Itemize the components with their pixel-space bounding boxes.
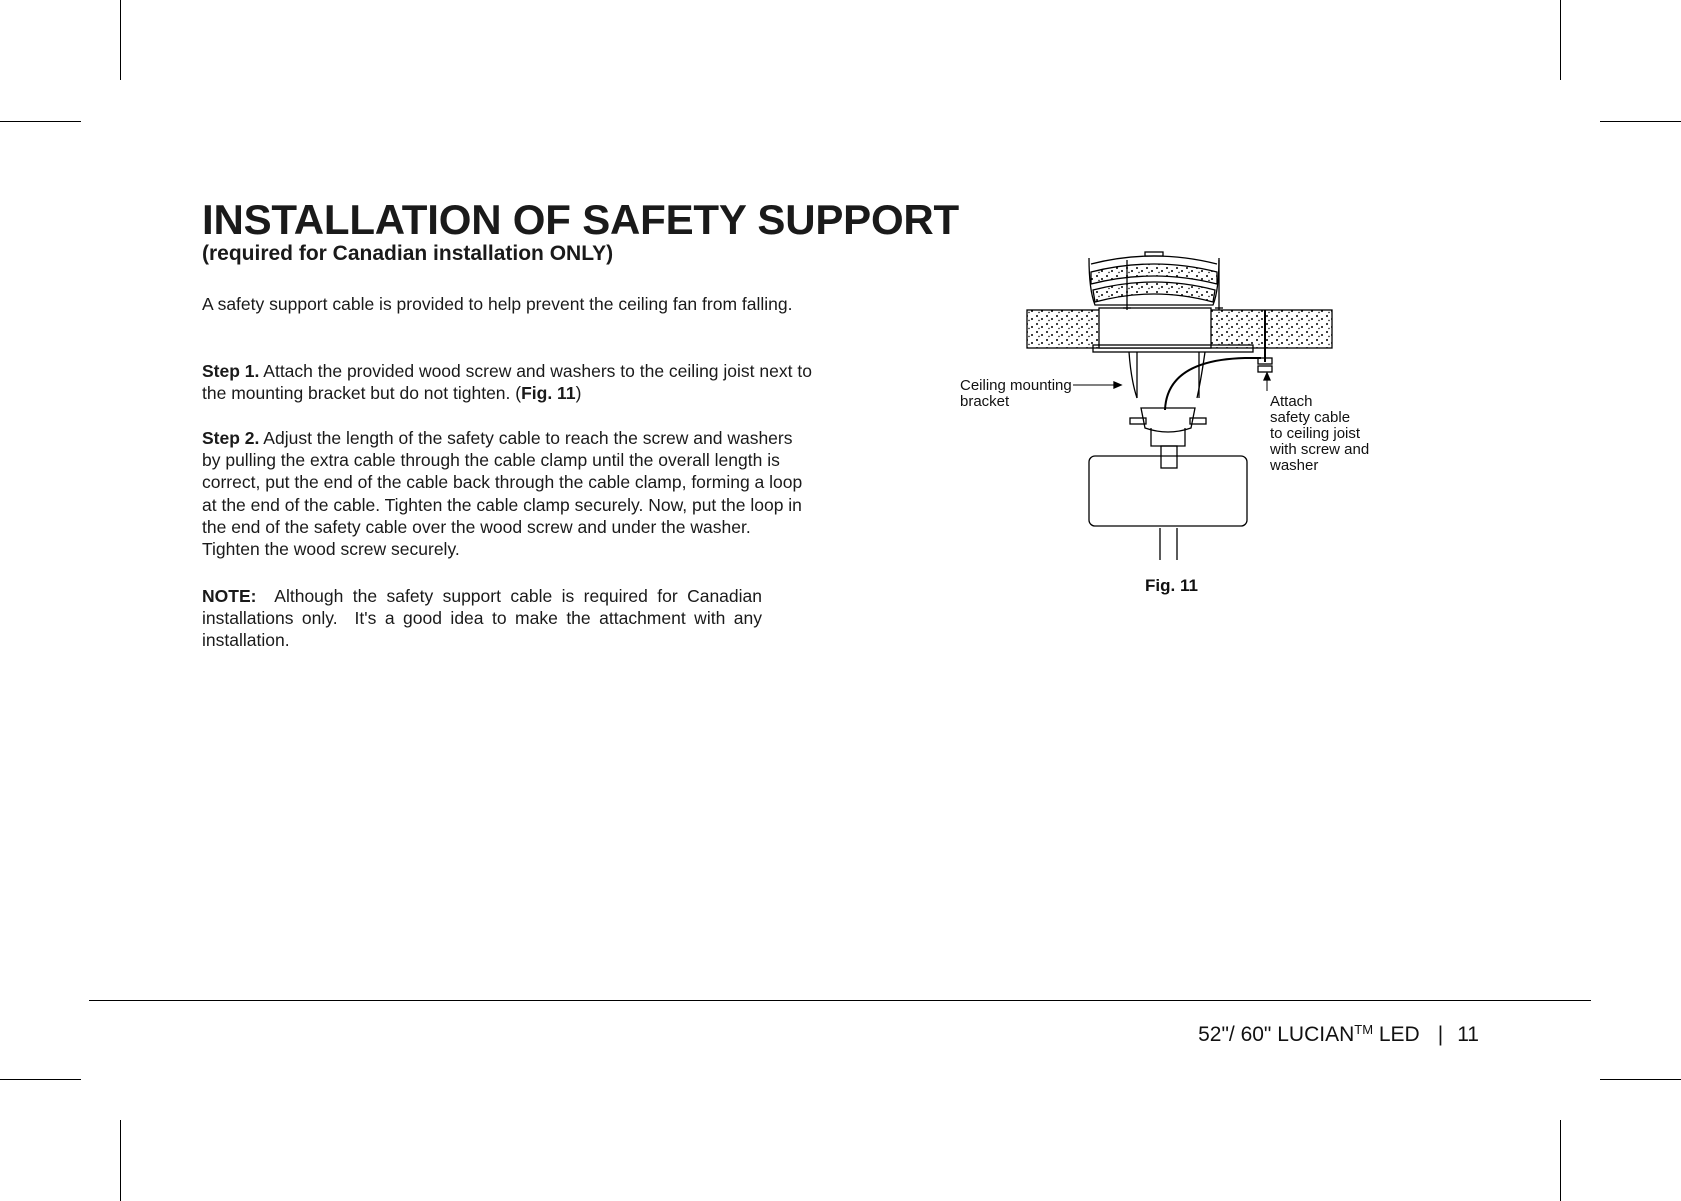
page-subtitle: (required for Canadian installation ONLY) (202, 242, 614, 265)
crop-mark (1560, 0, 1561, 80)
step-1-paragraph (202, 360, 812, 404)
label-attach-safety-cable: Attach (1270, 393, 1313, 410)
page-title: INSTALLATION OF SAFETY SUPPORT (202, 196, 960, 243)
footer-divider (89, 1000, 1591, 1001)
crop-mark (0, 121, 81, 122)
label-attach-safety-cable-line5: washer (1270, 457, 1319, 474)
footer-model-suffix: LED (1373, 1023, 1420, 1046)
step-1-text-end: ) (575, 383, 582, 404)
step-2-paragraph (202, 427, 812, 560)
fig-11-illustration (955, 250, 1385, 605)
crop-mark (1600, 121, 1681, 122)
figure-caption: Fig. 11 (1145, 576, 1198, 595)
fig-reference: Fig. 11 (521, 383, 576, 404)
crop-mark (0, 1079, 81, 1080)
step-1-label: Step 1. (202, 361, 260, 381)
label-attach-safety-cable-line3: to ceiling joist (1270, 425, 1361, 442)
crop-mark (1560, 1120, 1561, 1201)
page-number: 11 (1457, 1023, 1479, 1046)
intro-paragraph: A safety support cable is provided to help prevent the ceiling fan from falling. (202, 294, 793, 314)
page-footer (1198, 1017, 1479, 1048)
label-attach-safety-cable-line2: safety cable (1270, 409, 1351, 426)
step-2-text: Adjust the length of the safety cable to reach the screw and washers by pulling the extra cable through the cable clamp until the overall length is correct, put the end of the cable back through the cable clamp, forming a loop at the end of the cable. Tighten the cable clamp securely. Now, put the loop in the end of the safety cable over the wood screw and under the washer. Tighten the wood screw securely. (202, 428, 803, 560)
step-1-text: Attach the provided wood screw and washers to the ceiling joist next to the mounting bracket but do not tighten. ( (202, 361, 812, 404)
label-attach-safety-cable-line4: with screw and (1270, 441, 1370, 458)
label-ceiling-mounting-bracket: Ceiling mounting (960, 377, 1072, 394)
crop-mark (120, 0, 121, 80)
step-2-label: Step 2. (202, 428, 260, 448)
label-ceiling-mounting-bracket-line2: bracket (960, 393, 1010, 410)
footer-separator: | (1437, 1023, 1444, 1046)
trademark-mark: TM (1354, 1022, 1374, 1037)
note-paragraph (202, 585, 767, 652)
crop-mark (1600, 1079, 1681, 1080)
crop-mark (120, 1120, 121, 1201)
footer-model-name: 52"/ 60" LUCIAN (1198, 1023, 1355, 1046)
note-label: NOTE: (202, 586, 257, 606)
note-text: Although the safety support cable is required for Canadian installations only. It's a good idea to make the attachment with any installation. (202, 586, 767, 651)
